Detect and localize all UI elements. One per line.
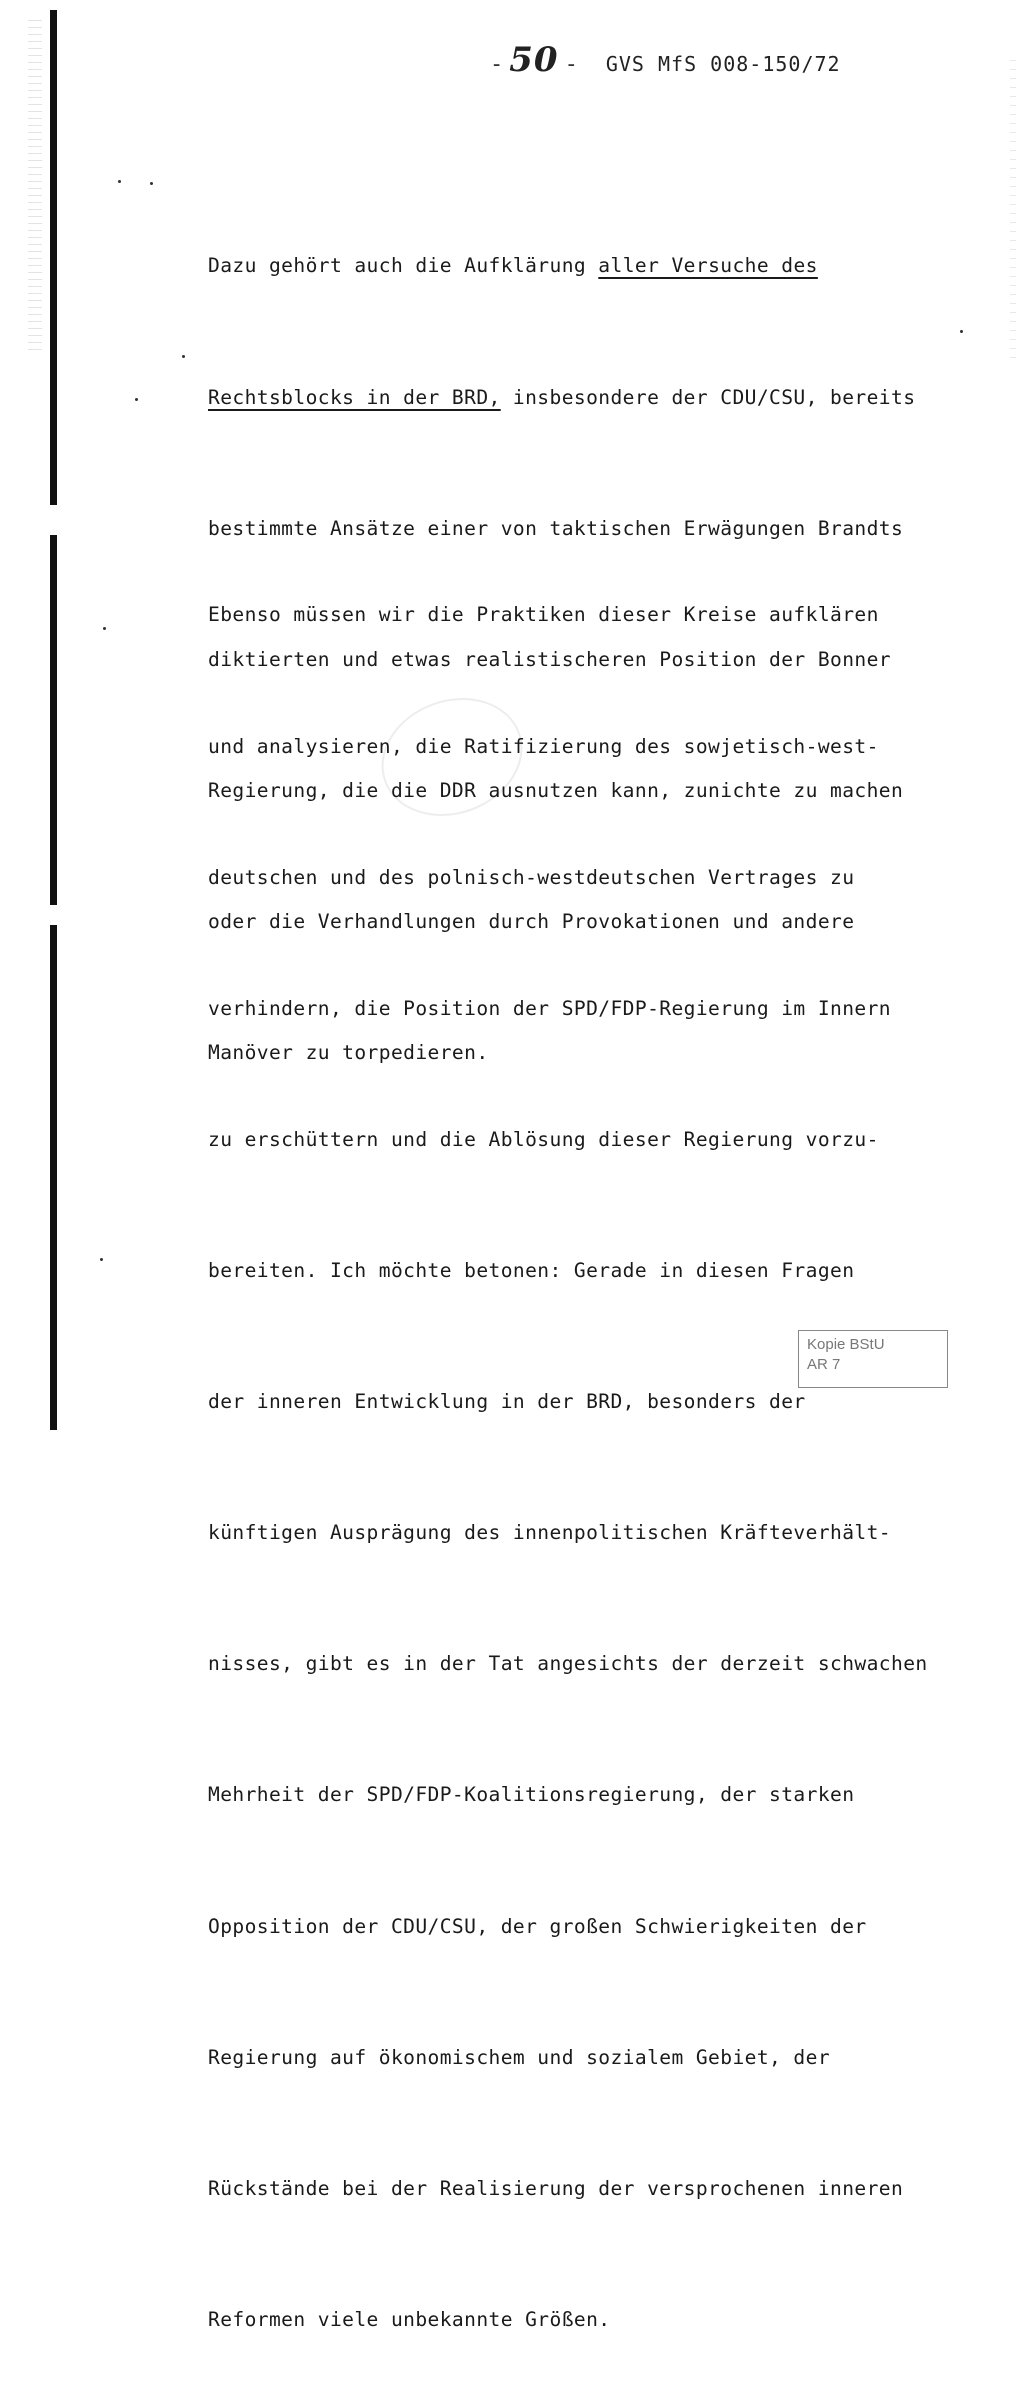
binding-gap bbox=[48, 905, 60, 925]
stamp-line: Kopie BStU bbox=[807, 1336, 885, 1353]
scan-speck bbox=[103, 627, 106, 630]
header-dash: - bbox=[490, 52, 504, 77]
text-line: bereiten. Ich möchte betonen: Gerade in diesen Fragen bbox=[208, 1258, 855, 1282]
document-reference: GVS MfS 008-150/72 bbox=[605, 52, 841, 76]
binding-gap bbox=[48, 505, 60, 535]
text-line: Reformen viele unbekannte Größen. bbox=[208, 2307, 611, 2331]
text-line: Opposition der CDU/CSU, der großen Schwierigkeiten der bbox=[208, 1914, 867, 1938]
text-line: Rückstände bei der Realisierung der versprochenen inneren bbox=[208, 2176, 904, 2200]
scan-speck bbox=[135, 398, 138, 401]
text-line: zu erschüttern und die Ablösung dieser Regierung vorzu- bbox=[208, 1127, 879, 1151]
text-line: Manöver zu torpedieren. bbox=[208, 1041, 489, 1065]
text-line: nisses, gibt es in der Tat angesichts der derzeit schwachen bbox=[208, 1652, 928, 1676]
text-line: Rechtsblocks in der BRD, insbesondere der CDU/CSU, bereits bbox=[208, 385, 916, 409]
scan-speck bbox=[150, 182, 153, 185]
page-number: 50 bbox=[509, 40, 559, 80]
scan-speck bbox=[960, 330, 963, 333]
scan-speck bbox=[118, 180, 121, 183]
scan-speck bbox=[100, 1258, 103, 1261]
archive-stamp bbox=[798, 1330, 948, 1388]
underlined-text: aller Versuche des bbox=[598, 254, 818, 278]
text-line: Regierung, die die DDR ausnutzen kann, zunichte zu machen bbox=[208, 778, 904, 802]
text-line: und analysieren, die Ratifizierung des sowjetisch-west- bbox=[208, 734, 879, 758]
scan-edge-noise bbox=[28, 20, 42, 350]
binding-edge bbox=[50, 10, 57, 1430]
page-header bbox=[490, 40, 841, 80]
text-line: Ebenso müssen wir die Praktiken dieser Kreise aufklären bbox=[208, 603, 879, 627]
stamp-line: AR 7 bbox=[807, 1356, 841, 1373]
paragraph-2 bbox=[208, 506, 998, 2385]
text-line: Mehrheit der SPD/FDP-Koalitionsregierung, der starken bbox=[208, 1783, 855, 1807]
text-line: deutschen und des polnisch-westdeutschen Vertrages zu bbox=[208, 865, 855, 889]
text-line: diktierten und etwas realistischeren Position der Bonner bbox=[208, 647, 891, 671]
text-line: Regierung auf ökonomischem und sozialem Gebiet, der bbox=[208, 2045, 831, 2069]
scan-edge-noise-right bbox=[1010, 60, 1016, 360]
text-line: oder die Verhandlungen durch Provokationen und andere bbox=[208, 909, 855, 933]
underlined-text: Rechtsblocks in der BRD, bbox=[208, 385, 501, 409]
header-dash: - bbox=[564, 52, 578, 77]
text-line: künftigen Ausprägung des innenpolitischen Kräfteverhält- bbox=[208, 1521, 891, 1545]
scan-speck bbox=[182, 355, 185, 358]
text-line: der inneren Entwicklung in der BRD, besonders der bbox=[208, 1390, 806, 1414]
text-line: Dazu gehört auch die Aufklärung aller Versuche des bbox=[208, 254, 818, 278]
text-line: bestimmte Ansätze einer von taktischen Erwägungen Brandts bbox=[208, 516, 904, 540]
text-line: verhindern, die Position der SPD/FDP-Regierung im Innern bbox=[208, 996, 891, 1020]
